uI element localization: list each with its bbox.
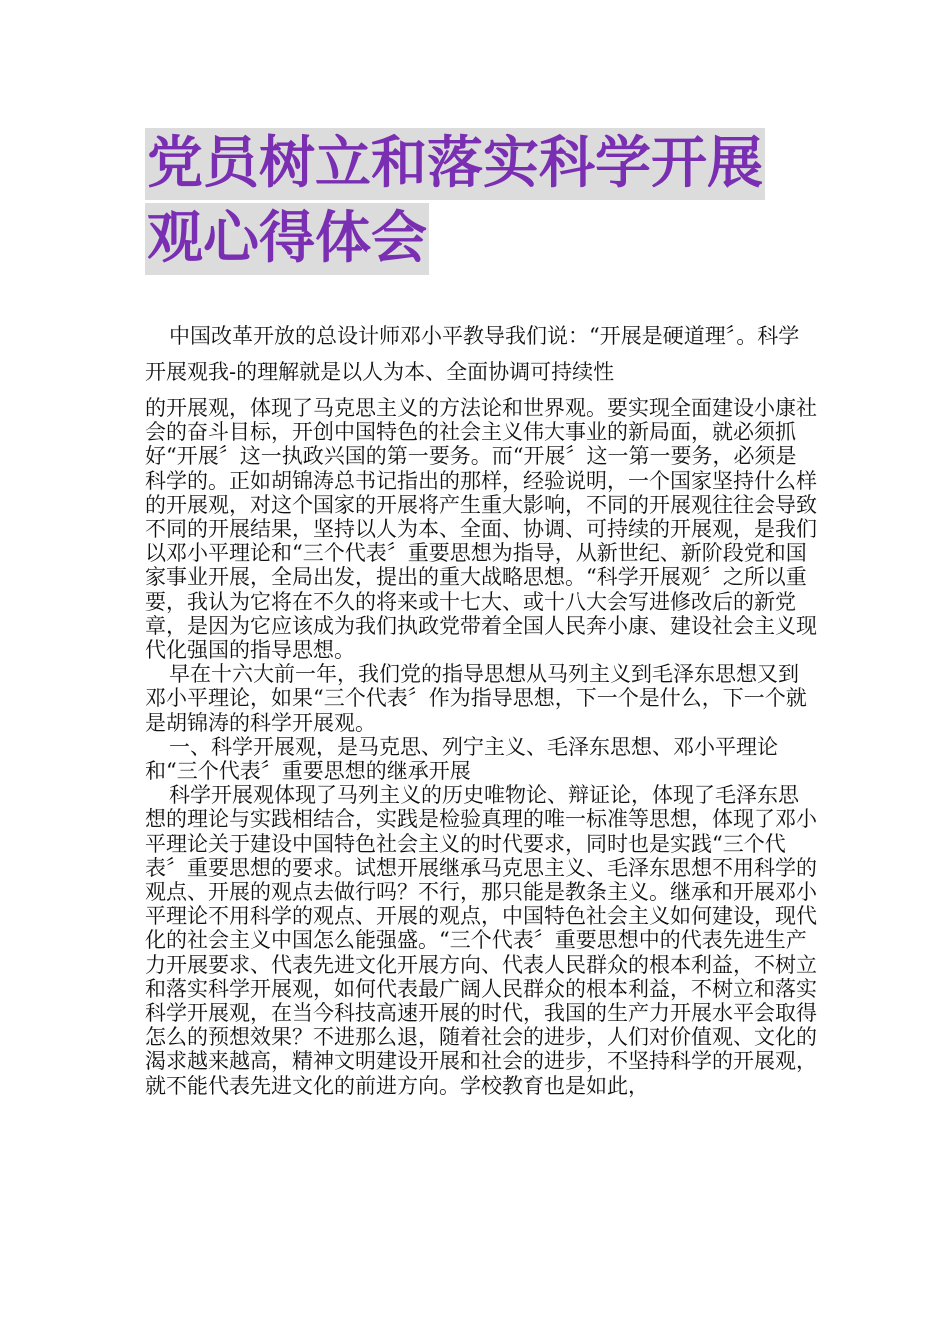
document-body — [145, 318, 817, 1098]
document-title-line-2: 观心得体会 — [145, 203, 429, 275]
paragraph-development-view: 的开展观，体现了马克思主义的方法论和世界观。要实现全面建设小康社会的奋斗目标，开创中国特色的社会主义伟大事业的新局面，就必须抓好“开展〞这一执政兴国的第一要务。而“开展〞这一第一要务，必须是科学的。正如胡锦涛总书记指出的那样，经验说明，一个国家坚持什么样的开展观，对这个国家的开展将产生重大影响，不同的开展观往往会导致不同的开展结果，坚持以人为本、全面、协调、可持续的开展观，是我们以邓小平理论和“三个代表〞重要思想为指导，从新世纪、新阶段党和国家事业开展，全局出发，提出的重大战略思想。“科学开展观〞之所以重要，我认为它将在不久的将来或十七大、或十八大会写进修改后的新党章，是因为它应该成为我们执政党带着全国人民奔小康、建设社会主义现代化强国的指导思想。 — [145, 396, 817, 663]
document-title — [145, 128, 825, 278]
paragraph-guiding-thought: 早在十六大前一年，我们党的指导思想从马列主义到毛泽东思想又到邓小平理论，如果“三个代表〞作为指导思想，下一个是什么，下一个就是胡锦涛的科学开展观。 — [145, 662, 807, 735]
document-title-line-1: 党员树立和落实科学开展 — [145, 128, 765, 200]
document-body-continued — [145, 396, 817, 1098]
paragraph-intro: 中国改革开放的总设计师邓小平教导我们说：“开展是硬道理〞。科学开展观我-的理解就是以人为本、全面协调可持续性 — [145, 324, 800, 384]
section-heading-1: 一、科学开展观，是马克思、列宁主义、毛泽东思想、邓小平理论和“三个代表〞重要思想的继承开展 — [145, 734, 778, 784]
paragraph-inheritance: 科学开展观体现了马列主义的历史唯物论、辩证论，体现了毛泽东思想的理论与实践相结合，实践是检验真理的唯一标准等思想，体现了邓小平理论关于建设中国特色社会主义的时代要求，同时也是实践“三个代表〞重要思想的要求。试想开展继承马克思主义、毛泽东思想不用科学的观点、开展的观点去做行吗？不行，那只能是教条主义。继承和开展邓小平理论不用科学的观点、开展的观点，中国特色社会主义如何建设，现代化的社会主义中国怎么能强盛。“三个代表〞重要思想中的代表先进生产力开展要求、代表先进文化开展方向、代表人民群众的根本利益，不树立和落实科学开展观，如何代表最广阔人民群众的根本利益，不树立和落实科学开展观，在当今科技高速开展的时代，我国的生产力开展水平会取得怎么的预想效果？不进那么退，随着社会的进步，人们对价值观、文化的渴求越来越高，精神文明建设开展和社会的进步，不坚持科学的开展观，就不能代表先进文化的前进方向。学校教育也是如此， — [145, 783, 817, 1098]
